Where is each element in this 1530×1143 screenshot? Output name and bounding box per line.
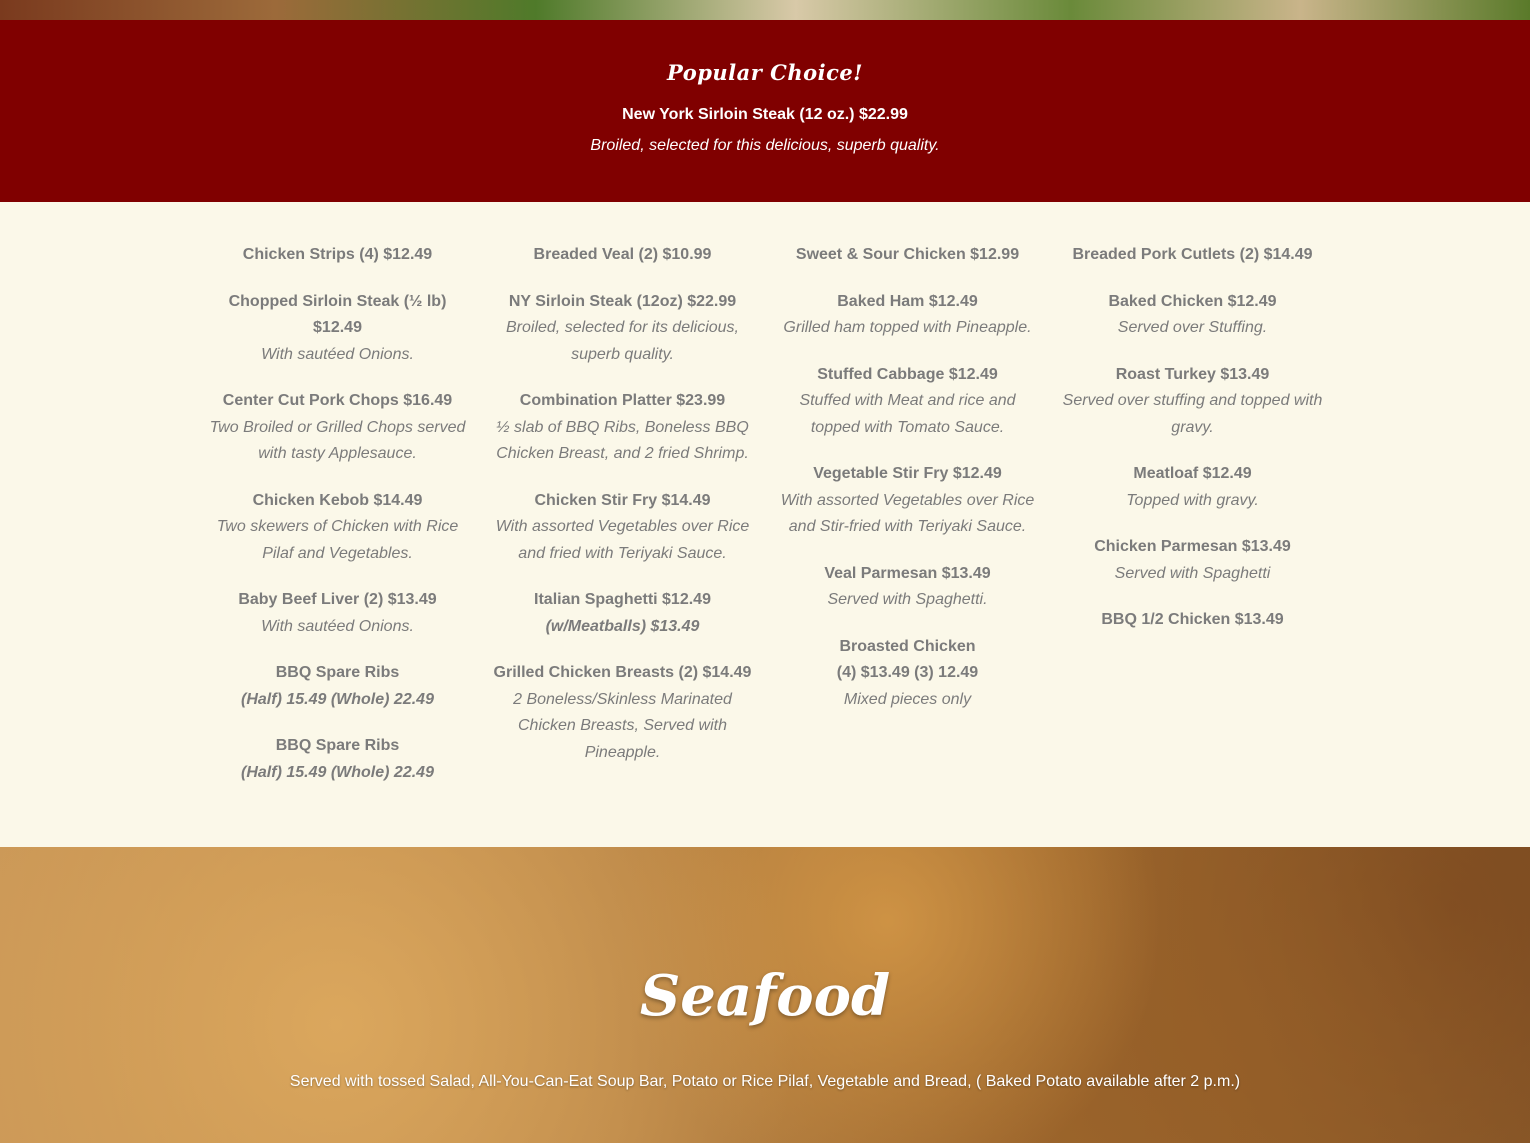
menu-item-price-options: (4) $13.49 (3) 12.49 <box>836 664 979 681</box>
menu-item-description: Two Broiled or Grilled Chops served with tasty Applesauce. <box>209 418 466 462</box>
hero-image-strip <box>0 0 1530 20</box>
menu-item-title: BBQ 1/2 Chicken $13.49 <box>1101 611 1284 628</box>
menu-item-description: 2 Boneless/Skinless Marinated Chicken Breasts, Served with Pineapple. <box>513 690 732 761</box>
popular-choice-item: New York Sirloin Steak (12 oz.) $22.99 <box>622 106 908 123</box>
menu-item <box>492 242 753 269</box>
menu-item-title: Italian Spaghetti $12.49 <box>534 591 711 608</box>
menu-item <box>1062 461 1323 514</box>
menu-item <box>207 289 468 369</box>
menu-item-title: Roast Turkey $13.49 <box>1115 365 1270 383</box>
menu-item-title: BBQ Spare Ribs <box>275 664 400 681</box>
menu-item <box>492 289 753 369</box>
menu-item-title: Chicken Stir Fry $14.49 <box>534 491 711 509</box>
menu-item <box>207 733 468 786</box>
menu-item-title: Grilled Chicken Breasts (2) $14.49 <box>493 664 752 681</box>
menu-item-title: Sweet & Sour Chicken $12.99 <box>795 246 1020 263</box>
menu-item <box>777 634 1038 714</box>
menu-grid <box>195 202 1335 847</box>
menu-item <box>1062 362 1323 442</box>
menu-item <box>492 388 753 468</box>
menu-item-description: Broiled, selected for its delicious, superb quality. <box>506 319 739 363</box>
menu-item <box>777 362 1038 442</box>
menu-item-title: Veal Parmesan $13.49 <box>824 564 991 582</box>
menu-item <box>207 388 468 468</box>
menu-item <box>492 587 753 640</box>
seafood-heading: Seafood <box>639 963 891 1029</box>
menu-item-title: NY Sirloin Steak (12oz) $22.99 <box>508 292 737 310</box>
menu-item-title: Chopped Sirloin Steak (½ lb) $12.49 <box>228 292 447 336</box>
popular-choice-description: Broiled, selected for this delicious, superb quality. <box>590 137 940 154</box>
menu-item-title: Chicken Parmesan $13.49 <box>1094 538 1291 555</box>
menu-item <box>207 488 468 568</box>
menu-item-price-options: (Half) 15.49 (Whole) 22.49 <box>241 690 434 708</box>
menu-item-title: Baked Chicken $12.49 <box>1108 292 1277 310</box>
menu-item-description: Mixed pieces only <box>843 690 972 708</box>
menu-item-description: With sautéed Onions. <box>261 345 414 363</box>
menu-item <box>1062 607 1323 634</box>
menu-item-title: Combination Platter $23.99 <box>519 392 726 409</box>
menu-item-description: With sautéed Onions. <box>261 617 414 635</box>
menu-item-description: Two skewers of Chicken with Rice Pilaf and Vegetables. <box>216 518 459 562</box>
menu-item-title: Chicken Strips (4) $12.49 <box>242 246 433 263</box>
seafood-section-header <box>0 847 1530 1143</box>
menu-item <box>1062 242 1323 269</box>
menu-item <box>207 587 468 640</box>
menu-item-title: BBQ Spare Ribs <box>275 737 400 754</box>
menu-item-description: Grilled ham topped with Pineapple. <box>783 319 1032 336</box>
menu-item-description: With assorted Vegetables over Rice and Stir-fried with Teriyaki Sauce. <box>780 491 1035 535</box>
menu-item-description: Served over Stuffing. <box>1117 319 1268 336</box>
menu-column-2 <box>480 202 765 847</box>
menu-item-title: Meatloaf $12.49 <box>1133 465 1252 482</box>
menu-item-price-options: (Half) 15.49 (Whole) 22.49 <box>241 763 434 781</box>
popular-choice-heading: Popular Choice! <box>667 60 863 85</box>
menu-item-description: ½ slab of BBQ Ribs, Boneless BBQ Chicken Breast, and 2 fried Shrimp. <box>496 418 749 462</box>
menu-item-title: Vegetable Stir Fry $12.49 <box>813 465 1002 482</box>
menu-item-title: Broasted Chicken <box>839 637 976 655</box>
popular-choice-banner <box>0 20 1530 202</box>
menu-item <box>777 561 1038 614</box>
menu-item-title: Baked Ham $12.49 <box>837 292 978 310</box>
menu-item <box>777 461 1038 541</box>
menu-item-title: Breaded Veal (2) $10.99 <box>533 246 712 263</box>
menu-item <box>207 242 468 269</box>
menu-item <box>492 488 753 568</box>
menu-item-description: With assorted Vegetables over Rice and fried with Teriyaki Sauce. <box>495 518 750 562</box>
menu-item-description: Served over stuffing and topped with gravy. <box>1062 392 1323 436</box>
menu-item <box>1062 534 1323 587</box>
menu-column-4 <box>1050 202 1335 847</box>
menu-item <box>777 242 1038 269</box>
menu-column-3 <box>765 202 1050 847</box>
menu-item-price-options: (w/Meatballs) $13.49 <box>545 617 700 635</box>
menu-column-1 <box>195 202 480 847</box>
menu-item-title: Chicken Kebob $14.49 <box>252 491 423 509</box>
menu-item-description: Stuffed with Meat and rice and topped with Tomato Sauce. <box>799 392 1016 436</box>
menu-item <box>1062 289 1323 342</box>
menu-item <box>207 660 468 713</box>
menu-item-description: Served with Spaghetti. <box>827 591 988 608</box>
seafood-subtitle: Served with tossed Salad, All-You-Can-Eat Soup Bar, Potato or Rice Pilaf, Vegetable and Bread, ( Baked Potato available after 2 p.m.) <box>289 1073 1241 1090</box>
menu-item-description: Topped with gravy. <box>1126 491 1259 509</box>
menu-item-title: Breaded Pork Cutlets (2) $14.49 <box>1072 246 1313 263</box>
menu-item-title: Center Cut Pork Chops $16.49 <box>222 392 453 409</box>
menu-item <box>777 289 1038 342</box>
menu-item <box>492 660 753 766</box>
menu-item-title: Stuffed Cabbage $12.49 <box>817 365 998 383</box>
menu-item-description: Served with Spaghetti <box>1114 564 1271 582</box>
menu-item-title: Baby Beef Liver (2) $13.49 <box>238 591 437 608</box>
